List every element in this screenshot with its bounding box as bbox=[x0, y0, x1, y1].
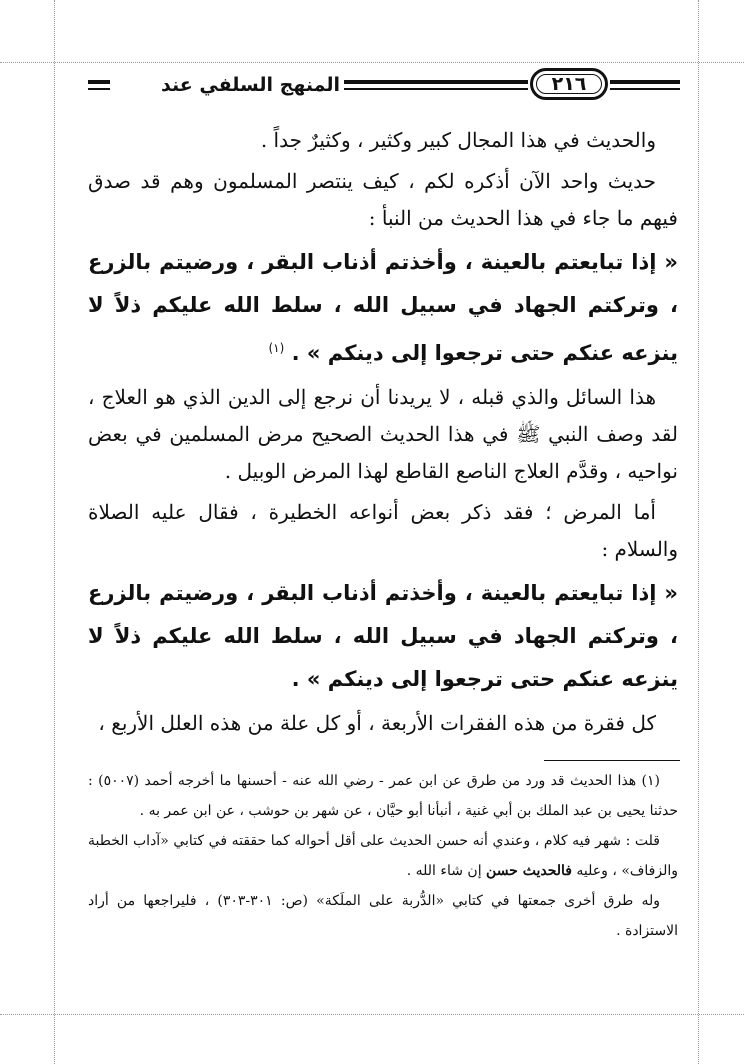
footnote-1: (١) هذا الحديث قد ورد من طرق عن ابن عمر - رضي الله عنه - أحسنها ما أخرجه أحمد (٥٠٠٧) : حدثنا يحيى بن عبد الملك بن أبي غنية ، أنبأنا أبو حيَّان ، عن شهر بن حوشب ، عن ابن عمر به . bbox=[88, 773, 678, 819]
footnote-separator bbox=[544, 760, 680, 761]
paragraph-3: هذا السائل والذي قبله ، لا يريدنا أن نرجع إلى الدين الذي هو العلاج ، لقد وصف النبي ﷺ في هذا الحديث الصحيح مرض المسلمين في بعض نواحيه ، وقدَّم العلاج الناصع القاطع لهذا المرض الوبيل . bbox=[88, 385, 678, 483]
footnote-3: وله طرق أخرى جمعتها في كتابي «الدُّربة على الملَكة» (ص: ٣٠١-٣٠٣) ، فليراجعها من أراد الاستزادة . bbox=[88, 893, 678, 939]
header-rule-middle bbox=[344, 80, 528, 84]
footnotes bbox=[88, 766, 678, 946]
header-rule-right bbox=[610, 80, 680, 84]
paragraph-4: أما المرض ؛ فقد ذكر بعض أنواعه الخطيرة ، فقال عليه الصلاة والسلام : bbox=[88, 500, 678, 561]
left-guide-line bbox=[54, 0, 55, 1064]
right-guide-line bbox=[698, 0, 699, 1064]
footnote-reference: (١) bbox=[268, 341, 285, 355]
header-rule-left-short-thin bbox=[88, 88, 110, 90]
header-rule-middle-thin bbox=[344, 88, 528, 90]
page-number: ٢١٦ bbox=[530, 68, 608, 100]
header-title: المنهج السلفي عند bbox=[161, 74, 340, 96]
top-guide-line bbox=[0, 62, 744, 63]
header-rule-right-thin bbox=[610, 88, 680, 90]
main-text bbox=[88, 122, 678, 746]
footnote-2-part-1: قلت : شهر فيه كلام ، وعندي أنه حسن الحديث على أقل أحواله كما حققته في كتابي «آداب الخطبة والزفاف» ، وعليه bbox=[88, 833, 678, 879]
hadith-quote-1 bbox=[88, 241, 678, 375]
hadith-quote-1-text: « إذا تبايعتم بالعينة ، وأخذتم أذناب البقر ، ورضيتم بالزرع ، وتركتم الجهاد في سبيل الله ، سلط الله عليكم ذلاً لا ينزعه عنكم حتى ترجعوا إلى دينكم » . bbox=[88, 250, 678, 365]
header-rule-left-short bbox=[88, 80, 110, 84]
footnote-2-bold: فالحديث حسن bbox=[486, 863, 572, 879]
hadith-quote-2: « إذا تبايعتم بالعينة ، وأخذتم أذناب البقر ، ورضيتم بالزرع ، وتركتم الجهاد في سبيل الله ، سلط الله عليكم ذلاً لا ينزعه عنكم حتى ترجعوا إلى دينكم » . bbox=[88, 581, 678, 691]
footnote-2-part-2: إن شاء الله . bbox=[406, 863, 487, 879]
bottom-guide-line bbox=[0, 1014, 744, 1015]
paragraph-2: حديث واحد الآن أذكره لكم ، كيف ينتصر المسلمون وهم قد صدق فيهم ما جاء في هذا الحديث من النبأ : bbox=[88, 169, 678, 230]
footnote-2 bbox=[88, 826, 678, 886]
paragraph-5: كل فقرة من هذه الفقرات الأربعة ، أو كل علة من هذه العلل الأربع ، bbox=[98, 711, 656, 735]
running-header bbox=[88, 66, 680, 110]
paragraph-1: والحديث في هذا المجال كبير وكثير ، وكثيرٌ جداً . bbox=[260, 128, 656, 152]
